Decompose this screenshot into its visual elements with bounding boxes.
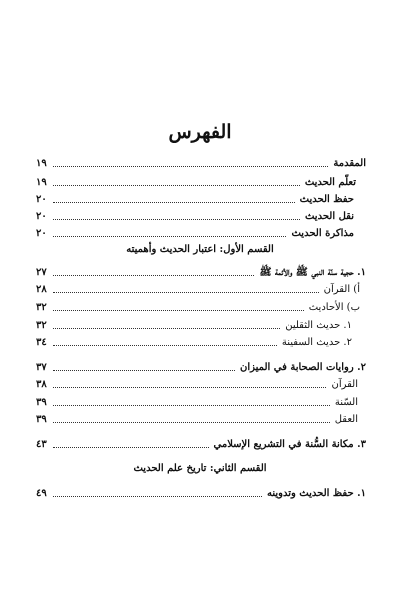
- toc-entry: [36, 393, 358, 409]
- toc-entry-page: ٣٢: [36, 320, 47, 331]
- toc-entry: [36, 316, 352, 332]
- leader-dots: [53, 291, 319, 293]
- toc-entry-label: ١. حديث الثقلين: [285, 320, 352, 331]
- toc-entry: [36, 224, 354, 240]
- section-heading: القسم الأول: اعتبار الحديث وأهميته: [126, 244, 274, 255]
- toc-entry-page: ١٩: [36, 158, 47, 169]
- toc-entry-label: المقدمة: [333, 158, 366, 169]
- toc-entry-label: ٢. روايات الصحابة في الميزان: [240, 362, 366, 373]
- section-heading: القسم الثاني: تاريخ علم الحديث: [133, 463, 267, 474]
- toc-entry-label: ب) الأحاديث: [308, 302, 360, 313]
- toc-entry-page: ٣٨: [36, 379, 47, 390]
- toc-entry-label: مذاكرة الحديث: [291, 228, 354, 239]
- leader-dots: [53, 309, 304, 311]
- toc-entry-label: حفظ الحديث: [299, 194, 354, 205]
- leader-dots: [53, 184, 300, 186]
- toc-entry-page: ٤٩: [36, 488, 47, 499]
- leader-dots: [53, 344, 277, 346]
- page-title: الفهرس: [168, 121, 232, 143]
- toc-entry-label: ١. حجية سنّة النبي ﷺ والأئمة ﷺ: [259, 267, 366, 278]
- toc-entry-page: ٢٠: [36, 211, 47, 222]
- toc-entry: [36, 484, 366, 500]
- leader-dots: [53, 274, 254, 276]
- toc-entry-label: العقل: [334, 414, 358, 425]
- toc-entry-page: ٢٠: [36, 194, 47, 205]
- toc-entry: [36, 190, 354, 206]
- toc-entry: [36, 263, 366, 279]
- toc-entry: [36, 333, 352, 349]
- toc-entry-label: ٢. حديث السفينة: [281, 337, 352, 348]
- toc-entry: [36, 375, 358, 391]
- toc-entry-page: ٢٠: [36, 228, 47, 239]
- toc-entry-page: ٣٢: [36, 302, 47, 313]
- toc-entry-label: أ) القرآن: [323, 284, 360, 295]
- leader-dots: [53, 369, 235, 371]
- leader-dots: [53, 235, 286, 237]
- toc-entry-label: السّنة: [334, 397, 358, 408]
- toc-entry-page: ٢٧: [36, 267, 47, 278]
- toc-entry-label: ١. حفظ الحديث وتدوينه: [266, 488, 366, 499]
- toc-entry: [36, 358, 366, 374]
- toc-entry: [36, 435, 366, 451]
- leader-dots: [53, 404, 330, 406]
- toc-entry-label: تعلّم الحديث: [304, 177, 356, 188]
- toc-entry-label: القرآن: [331, 379, 358, 390]
- leader-dots: [53, 201, 295, 203]
- toc-entry: [36, 207, 354, 223]
- leader-dots: [53, 218, 300, 220]
- toc-entry-page: ٣٩: [36, 414, 47, 425]
- toc-entry-page: ٢٨: [36, 284, 47, 295]
- toc-entry: [36, 154, 366, 170]
- toc-entry: [36, 173, 356, 189]
- toc-entry-page: ٤٣: [36, 439, 47, 450]
- toc-entry-page: ٣٤: [36, 337, 47, 348]
- leader-dots: [53, 495, 262, 497]
- leader-dots: [53, 386, 326, 388]
- toc-entry: [36, 298, 360, 314]
- toc-entry: [36, 410, 358, 426]
- leader-dots: [53, 327, 280, 329]
- leader-dots: [53, 421, 330, 423]
- toc-entry-page: ١٩: [36, 177, 47, 188]
- toc-entry: [36, 280, 360, 296]
- toc-entry-label: ٣. مكانة السُّنة في التشريع الإسلامي: [213, 439, 366, 450]
- toc-entry-label: نقل الحديث: [304, 211, 354, 222]
- toc-entry-page: ٣٩: [36, 397, 47, 408]
- leader-dots: [53, 446, 209, 448]
- toc-entry-page: ٣٧: [36, 362, 47, 373]
- leader-dots: [53, 165, 328, 167]
